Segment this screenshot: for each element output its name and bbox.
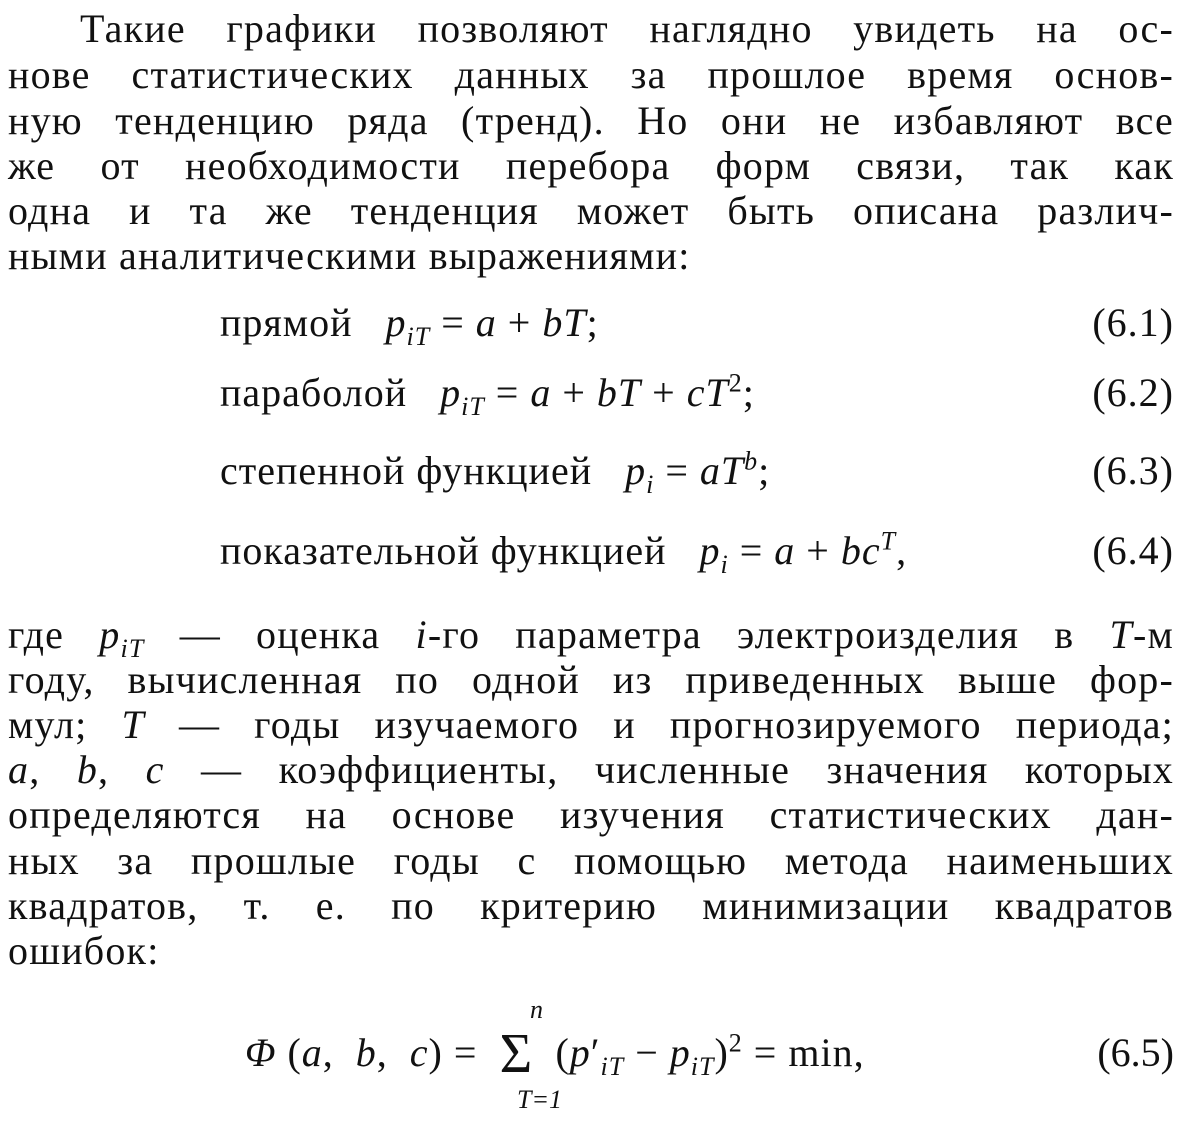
formula-6-4 [220,526,1174,579]
sum-lower-limit: T=1 [517,1085,563,1114]
var-i: i [415,612,428,657]
var-a: a [8,747,30,792]
formula-6-4-expression: показательной функцией $p_i = a + bc^T$, [220,526,908,579]
var-p: p [99,612,121,657]
paragraph2-line-1-rest: -го параметра электроизделия в [427,612,1110,657]
paragraph2-line-8: ошибок: [8,928,160,973]
formula-6-4-number: (6.4) [1092,528,1174,573]
paragraph2-line-1 [8,612,1174,663]
sigma-symbol: Σ [499,1023,534,1085]
paragraph2-line-4: a, b, c — коэффициенты, численные значения которых [8,747,1175,792]
paragraph1-line-4: же от необходимости перебора форм связи, так как [8,143,1174,188]
formula-6-1-expression: прямой $p_{iT} = a$ + bT; [220,300,599,351]
paragraph2-line-2: году, вычисленная по одной из приведенных выше фор- [8,657,1174,702]
formula-6-4-label: показательной функцией [220,528,667,573]
formula-6-1-number: (6.1) [1092,300,1174,345]
formula-6-2 [220,368,1174,421]
formula-6-1 [220,298,1174,351]
paragraph2-line-7: квадратов, т. е. по критерию минимизации квадратов [8,883,1174,928]
var-p-subscript: iT [120,634,145,663]
paragraph1-line-2: нове статистических данных за прошлое время основ- [8,52,1174,97]
var-c: c [145,747,165,792]
paragraph1-line-6: ными аналитическими выражениями: [8,233,691,278]
var-T: T [1109,612,1133,657]
formula-6-1-label: прямой [220,300,353,345]
formula-6-3-label: степенной функцией [220,448,593,493]
paragraph2-line-6: ных за прошлые годы с помощью метода наименьших [8,838,1174,883]
formula-6-5 [245,995,1174,1115]
paragraph2-line-3-start: мул; [8,702,122,747]
paragraph1-line-3: ную тенденцию ряда (тренд). Но они не избавляют все [8,98,1174,143]
formula-6-2-number: (6.2) [1092,370,1174,415]
formula-6-2-label: параболой [220,370,408,415]
var-b: b [76,747,99,792]
formula-6-5-number: (6.5) [1097,1030,1174,1075]
paragraph2-line-1-end: -м [1132,612,1174,657]
formula-6-2-expression: параболой $p_{iT} = a$ + bT + $cT^2$; [220,368,755,421]
paragraph2-line-1-mid: — оценка [144,612,416,657]
paragraph2-line-3 [8,702,1174,748]
formula-6-3 [220,446,1174,499]
paragraph2-line-4-end: — коэффициенты, численные значения которых [164,747,1175,792]
paragraph1-line-5: одна и та же тенденция может быть описана различ- [8,188,1174,233]
formula-6-5-expression: Φ (a, b, c) = Σ $(p'_{iT} - p_{iT})^2 = \min$, [245,1023,865,1085]
formula-6-3-number: (6.3) [1092,448,1174,493]
sum-upper-limit: n [530,995,543,1024]
formula-6-3-expression: степенной функцией $p_i = aT^b$; [220,446,771,499]
paragraph2-line-5: определяются на основе изучения статистических дан- [8,792,1174,837]
paragraph2-line-1-start: где [8,612,65,657]
paragraph1-line-1: Такие графики позволяют наглядно увидеть на ос- [80,6,1174,51]
var-T-2: T [121,702,145,747]
paragraph2-line-3-end: — годы изучаемого и прогнозируемого периода; [144,702,1174,747]
